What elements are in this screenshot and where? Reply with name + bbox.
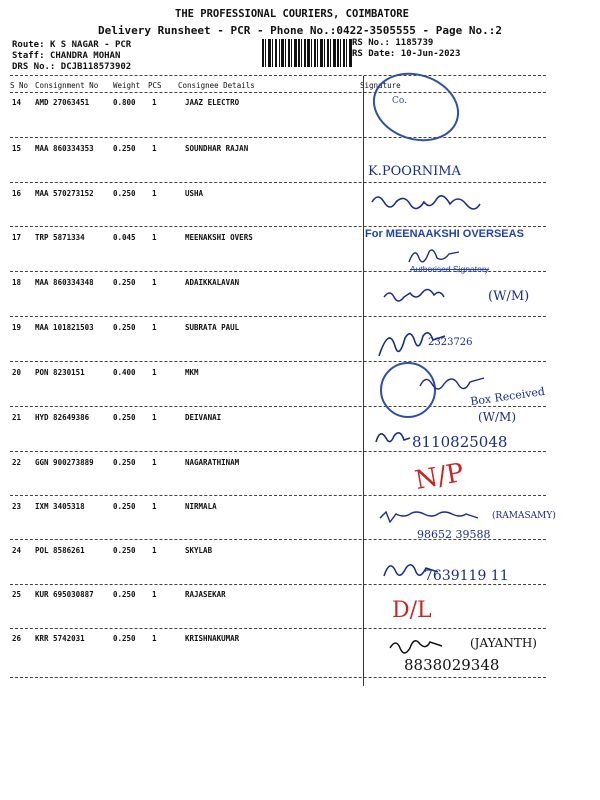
rs-no-info bbox=[352, 38, 433, 48]
signature-poornima: K.POORNIMA bbox=[368, 164, 461, 179]
cell-consignment-no: MAA 101821503 bbox=[35, 323, 94, 332]
cell-sno: 20 bbox=[12, 368, 22, 377]
cell-weight: 0.400 bbox=[113, 368, 136, 377]
signature-adaikkalavan bbox=[382, 287, 462, 305]
row-separator bbox=[10, 361, 546, 362]
cell-consignment-no: GGN 900273889 bbox=[35, 458, 94, 467]
cell-pcs: 1 bbox=[152, 98, 157, 107]
cell-weight: 0.250 bbox=[113, 323, 136, 332]
cell-consignment-no: TRP 5871334 bbox=[35, 233, 85, 242]
note-row26-name: (JAYANTH) bbox=[470, 636, 537, 650]
rs-no-label: RS No.: bbox=[352, 38, 390, 48]
cell-consignee: DEIVANAI bbox=[185, 413, 222, 422]
row-separator bbox=[10, 495, 546, 496]
note-row24-phone: 7639119 11 bbox=[424, 568, 509, 584]
signature-column-divider bbox=[363, 76, 364, 686]
row-separator bbox=[10, 677, 546, 678]
rs-no-value: 1185739 bbox=[395, 38, 434, 48]
cell-sno: 16 bbox=[12, 189, 22, 198]
route-value: K S NAGAR - PCR bbox=[49, 40, 132, 50]
staff-label: Staff: bbox=[12, 51, 45, 61]
cell-sno: 18 bbox=[12, 278, 22, 287]
drs-label: DRS No.: bbox=[12, 62, 56, 72]
cell-consignee: JAAZ ELECTRO bbox=[185, 98, 240, 107]
cell-weight: 0.250 bbox=[113, 189, 136, 198]
cell-weight: 0.250 bbox=[113, 278, 136, 287]
rs-date-value: 10-Jun-2023 bbox=[400, 49, 461, 59]
note-row22-np: N/P bbox=[412, 457, 467, 497]
staff-info bbox=[12, 51, 120, 61]
cell-consignee: SKYLAB bbox=[185, 546, 213, 555]
row-separator bbox=[10, 406, 546, 407]
cell-consignment-no: KRR 5742031 bbox=[35, 634, 85, 643]
drs-value: DCJB118573902 bbox=[60, 62, 132, 72]
col-header-consignment: Consignment No bbox=[35, 81, 99, 90]
col-header-sno: S No bbox=[10, 81, 29, 90]
cell-sno: 24 bbox=[12, 546, 22, 555]
row-separator bbox=[10, 628, 546, 629]
barcode bbox=[262, 39, 352, 67]
cell-consignee: MEENAKSHI OVERS bbox=[185, 233, 253, 242]
stamp-meenaakshi: For MEENAAKSHI OVERSEAS bbox=[365, 228, 524, 240]
cell-sno: 21 bbox=[12, 413, 22, 422]
cell-consignee: NIRMALA bbox=[185, 502, 217, 511]
signature-mkm bbox=[418, 372, 488, 392]
row-separator bbox=[10, 584, 546, 585]
document-subtitle: Delivery Runsheet - PCR - Phone No.:0422-3505555 - Page No.:2 bbox=[98, 24, 502, 37]
cell-pcs: 1 bbox=[152, 590, 157, 599]
col-header-pcs: PCS bbox=[148, 81, 162, 90]
cell-consignment-no: MAA 860334348 bbox=[35, 278, 94, 287]
signature-deivanai bbox=[372, 426, 412, 448]
cell-pcs: 1 bbox=[152, 502, 157, 511]
cell-consignment-no: MAA 860334353 bbox=[35, 144, 94, 153]
cell-weight: 0.250 bbox=[113, 590, 136, 599]
cell-consignee: ADAIKKALAVAN bbox=[185, 278, 240, 287]
cell-sno: 17 bbox=[12, 233, 22, 242]
table-header-rule bbox=[10, 92, 546, 93]
cell-consignment-no: IXM 3405318 bbox=[35, 502, 85, 511]
cell-sno: 25 bbox=[12, 590, 22, 599]
col-header-signature: Signature bbox=[360, 81, 401, 90]
cell-pcs: 1 bbox=[152, 546, 157, 555]
cell-consignee: KRISHNAKUMAR bbox=[185, 634, 240, 643]
note-row18-wm: (W/M) bbox=[488, 289, 530, 304]
cell-sno: 15 bbox=[12, 144, 22, 153]
route-info bbox=[12, 40, 131, 50]
document-title: THE PROFESSIONAL COURIERS, COIMBATORE bbox=[175, 8, 409, 20]
note-row20-box: Box Received bbox=[469, 384, 546, 409]
cell-sno: 26 bbox=[12, 634, 22, 643]
col-header-consignee: Consignee Details bbox=[178, 81, 255, 90]
cell-pcs: 1 bbox=[152, 144, 157, 153]
note-row25-dl: D/L bbox=[392, 598, 432, 623]
cell-pcs: 1 bbox=[152, 323, 157, 332]
cell-weight: 0.250 bbox=[113, 413, 136, 422]
cell-consignment-no: PON 8230151 bbox=[35, 368, 85, 377]
rs-date-info bbox=[352, 49, 460, 59]
cell-consignment-no: HYD 82649386 bbox=[35, 413, 90, 422]
cell-consignment-no: MAA 570273152 bbox=[35, 189, 94, 198]
row-separator bbox=[10, 316, 546, 317]
cell-pcs: 1 bbox=[152, 413, 157, 422]
row-separator bbox=[10, 137, 546, 138]
company-stamp-initials: Co. bbox=[392, 96, 408, 106]
row-separator bbox=[10, 451, 546, 452]
col-header-weight: Weight bbox=[113, 81, 141, 90]
cell-consignee: SOUNDHAR RAJAN bbox=[185, 144, 249, 153]
cell-weight: 0.250 bbox=[113, 144, 136, 153]
cell-consignee: NAGARATHINAM bbox=[185, 458, 240, 467]
row-separator bbox=[10, 226, 546, 227]
rs-date-label: RS Date: bbox=[352, 49, 396, 59]
cell-pcs: 1 bbox=[152, 233, 157, 242]
cell-pcs: 1 bbox=[152, 634, 157, 643]
signature-krishnakumar bbox=[386, 634, 446, 656]
signature-usha bbox=[370, 190, 510, 210]
cell-consignee: SUBRATA PAUL bbox=[185, 323, 240, 332]
cell-weight: 0.250 bbox=[113, 502, 136, 511]
note-row19-number: 2323726 bbox=[428, 337, 473, 348]
cell-pcs: 1 bbox=[152, 189, 157, 198]
signature-nirmala bbox=[378, 508, 488, 526]
cell-consignment-no: KUR 695030887 bbox=[35, 590, 94, 599]
cell-sno: 22 bbox=[12, 458, 22, 467]
cell-weight: 0.045 bbox=[113, 233, 136, 242]
stamp-authorised: Authorised Signatory bbox=[410, 264, 489, 274]
table-top-rule bbox=[10, 75, 546, 76]
cell-weight: 0.250 bbox=[113, 546, 136, 555]
drs-info bbox=[12, 62, 131, 72]
note-row20-wm: (W/M) bbox=[478, 410, 517, 424]
cell-pcs: 1 bbox=[152, 458, 157, 467]
cell-consignee: USHA bbox=[185, 189, 204, 198]
cell-weight: 0.250 bbox=[113, 458, 136, 467]
cell-consignment-no: POL 8586261 bbox=[35, 546, 85, 555]
route-label: Route: bbox=[12, 40, 45, 50]
staff-value: CHANDRA MOHAN bbox=[49, 51, 121, 61]
note-row23-phone: 98652 39588 bbox=[417, 528, 491, 541]
cell-pcs: 1 bbox=[152, 368, 157, 377]
note-row21-phone: 8110825048 bbox=[412, 433, 508, 451]
cell-sno: 23 bbox=[12, 502, 22, 511]
note-row23-name: (RAMASAMY) bbox=[492, 511, 556, 521]
cell-consignee: RAJASEKAR bbox=[185, 590, 226, 599]
cell-sno: 19 bbox=[12, 323, 22, 332]
row-separator bbox=[10, 182, 546, 183]
cell-consignee: MKM bbox=[185, 368, 199, 377]
cell-sno: 14 bbox=[12, 98, 22, 107]
note-row26-phone: 8838029348 bbox=[404, 656, 500, 674]
cell-pcs: 1 bbox=[152, 278, 157, 287]
cell-weight: 0.250 bbox=[113, 634, 136, 643]
cell-weight: 0.800 bbox=[113, 98, 136, 107]
cell-consignment-no: AMD 27063451 bbox=[35, 98, 90, 107]
